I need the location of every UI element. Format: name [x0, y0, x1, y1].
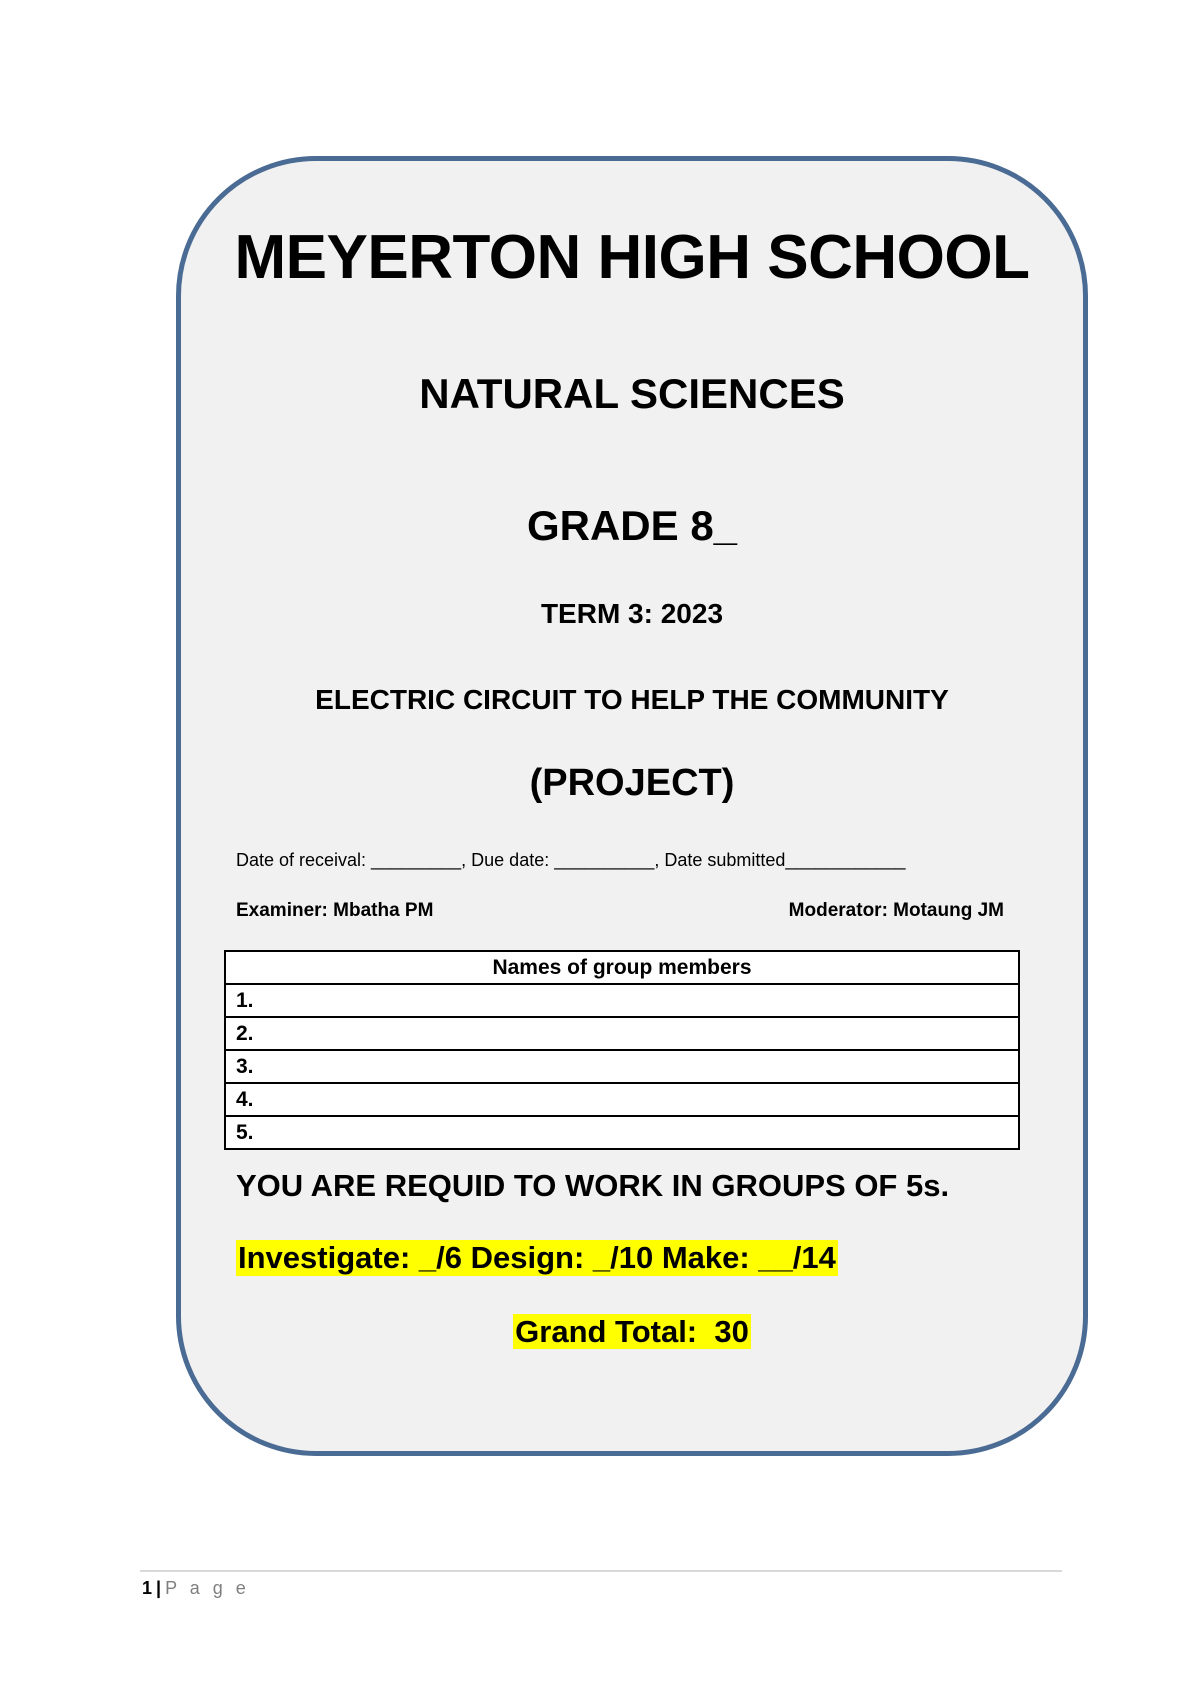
table-row	[225, 984, 1019, 1017]
project-label: (PROJECT)	[529, 762, 735, 804]
table-row	[225, 1083, 1019, 1116]
project-title: ELECTRIC CIRCUIT TO HELP THE COMMUNITY	[315, 684, 949, 715]
table-row	[225, 1050, 1019, 1083]
grand-total: Grand Total: 30	[515, 1314, 749, 1349]
grade-heading: GRADE 8_	[526, 502, 738, 549]
member-row-4: 4.	[225, 1083, 1019, 1116]
page-number: 1	[142, 1578, 153, 1598]
group-members-table	[224, 950, 1020, 1150]
member-row-3: 3.	[225, 1050, 1019, 1083]
member-row-2: 2.	[225, 1017, 1019, 1050]
subject-title: NATURAL SCIENCES	[419, 370, 845, 417]
examiner-name: Examiner: Mbatha PM	[236, 900, 434, 921]
member-row-1: 1.	[225, 984, 1019, 1017]
page-footer	[142, 1578, 250, 1599]
table-row	[225, 1017, 1019, 1050]
marks-breakdown: Investigate: _/6 Design: _/10 Make: __/14	[238, 1240, 836, 1275]
member-row-5: 5.	[225, 1116, 1019, 1149]
moderator-name: Moderator: Motaung JM	[788, 900, 1004, 921]
footer-separator: |	[156, 1578, 162, 1598]
grand-total-line	[176, 1314, 1088, 1350]
table-header: Names of group members	[225, 951, 1019, 984]
dates-line: Date of receival: _________, Due date: __________, Date submitted____________	[236, 850, 906, 870]
page-label: P a g e	[165, 1578, 250, 1598]
term-heading: TERM 3: 2023	[540, 598, 724, 629]
school-name: MEYERTON HIGH SCHOOL	[234, 223, 1030, 292]
footer-divider	[140, 1570, 1062, 1572]
group-instruction: YOU ARE REQUID TO WORK IN GROUPS OF 5s.	[236, 1168, 950, 1203]
table-row	[225, 1116, 1019, 1149]
